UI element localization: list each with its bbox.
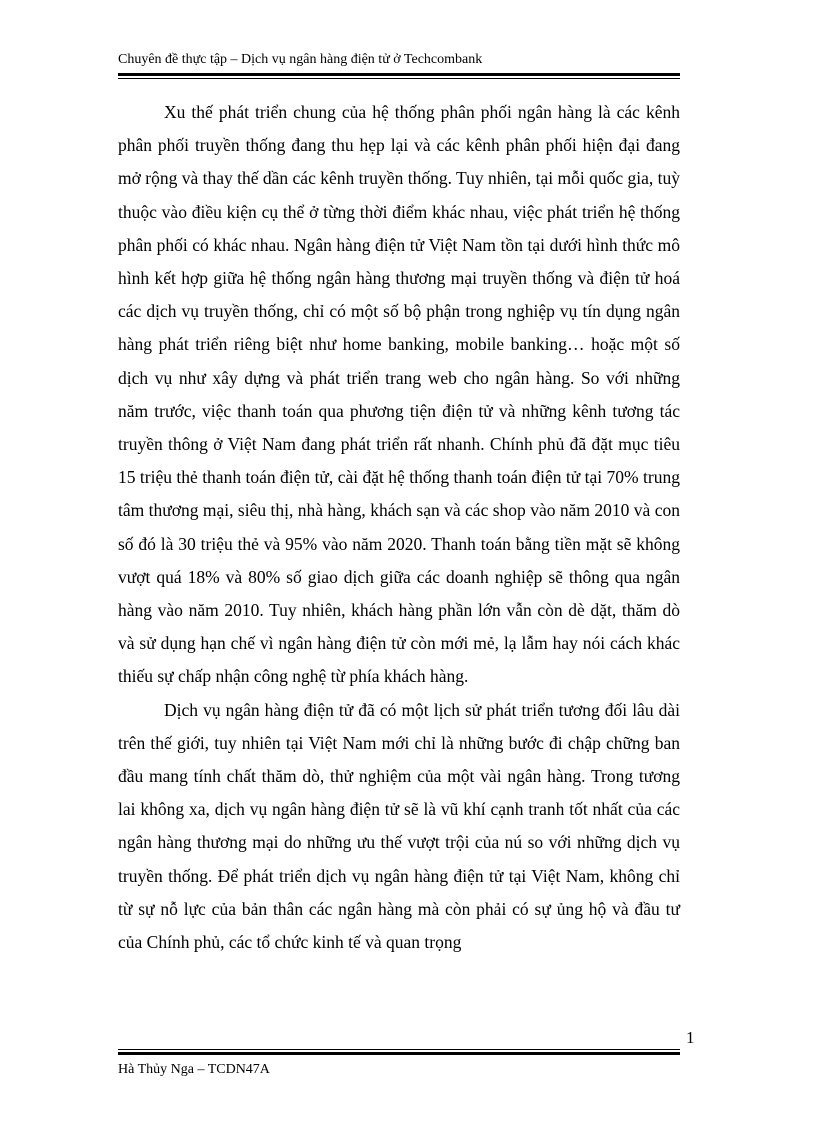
running-header: Chuyên đề thực tập – Dịch vụ ngân hàng điện tử ở Techcombank — [118, 52, 483, 67]
body-text — [118, 96, 680, 959]
paragraph-1: Xu thế phát triển chung của hệ thống phân phối ngân hàng là các kênh phân phối truyền thống đang thu hẹp lại và các kênh phân phối hiện đại đang mở rộng và thay thế dần các kênh truyền thống. Tuy nhiên, tại mỗi quốc gia, tuỳ thuộc vào điều kiện cụ thể ở từng thời điểm khác nhau, việc phát triển hệ thống phân phối có khác nhau. Ngân hàng điện tử Việt Nam tồn tại dưới hình thức mô hình kết hợp giữa hệ thống ngân hàng thương mại truyền thống và điện tử hoá các dịch vụ truyền thống, chỉ có một số bộ phận trong nghiệp vụ tín dụng ngân hàng phát triển riêng biệt như home banking, mobile banking… hoặc một số dịch vụ như xây dựng và phát triển trang web cho ngân hàng. So với những năm trước, việc thanh toán qua phương tiện điện tử và những kênh tương tác truyền thông ở Việt Nam đang phát triển rất nhanh. Chính phủ đã đặt mục tiêu 15 triệu thẻ thanh toán điện tử, cài đặt hệ thống thanh toán điện tử tại 70% trung tâm thương mại, siêu thị, nhà hàng, khách sạn và các shop vào năm 2010 và con số đó là 30 triệu thẻ và 95% vào năm 2020. Thanh toán bằng tiền mặt sẽ không vượt quá 18% và 80% số giao dịch giữa các doanh nghiệp sẽ thông qua ngân hàng vào năm 2010. Tuy nhiên, khách hàng phần lớn vẫn còn dè dặt, thăm dò và sử dụng hạn chế vì ngân hàng điện tử còn mới mẻ, lạ lẫm hay nói cách khác thiếu sự chấp nhận công nghệ từ phía khách hàng. — [118, 102, 680, 687]
paragraph-2: Dịch vụ ngân hàng điện tử đã có một lịch sử phát triển tương đối lâu dài trên thế giới, tuy nhiên tại Việt Nam mới chỉ là những bước đi chập chững ban đầu mang tính chất thăm dò, thử nghiệm của một vài ngân hàng. Trong tương lai không xa, dịch vụ ngân hàng điện tử sẽ là vũ khí cạnh tranh tốt nhất của các ngân hàng thương mại do những ưu thế vượt trội của nú so với những dịch vụ truyền thống. Để phát triển dịch vụ ngân hàng điện tử tại Việt Nam, không chỉ từ sự nỗ lực của bản thân các ngân hàng mà còn phải có sự ủng hộ và đầu tư của Chính phủ, các tổ chức kinh tế và quan trọng — [118, 699, 680, 953]
page-number: 1 — [686, 1028, 695, 1047]
header-rule-thick — [118, 73, 680, 76]
running-footer: Hà Thủy Nga – TCDN47A — [118, 1062, 270, 1077]
footer-rule-thick — [118, 1052, 680, 1055]
header-rule-thin — [118, 78, 680, 79]
footer-rule-thin — [118, 1049, 680, 1050]
